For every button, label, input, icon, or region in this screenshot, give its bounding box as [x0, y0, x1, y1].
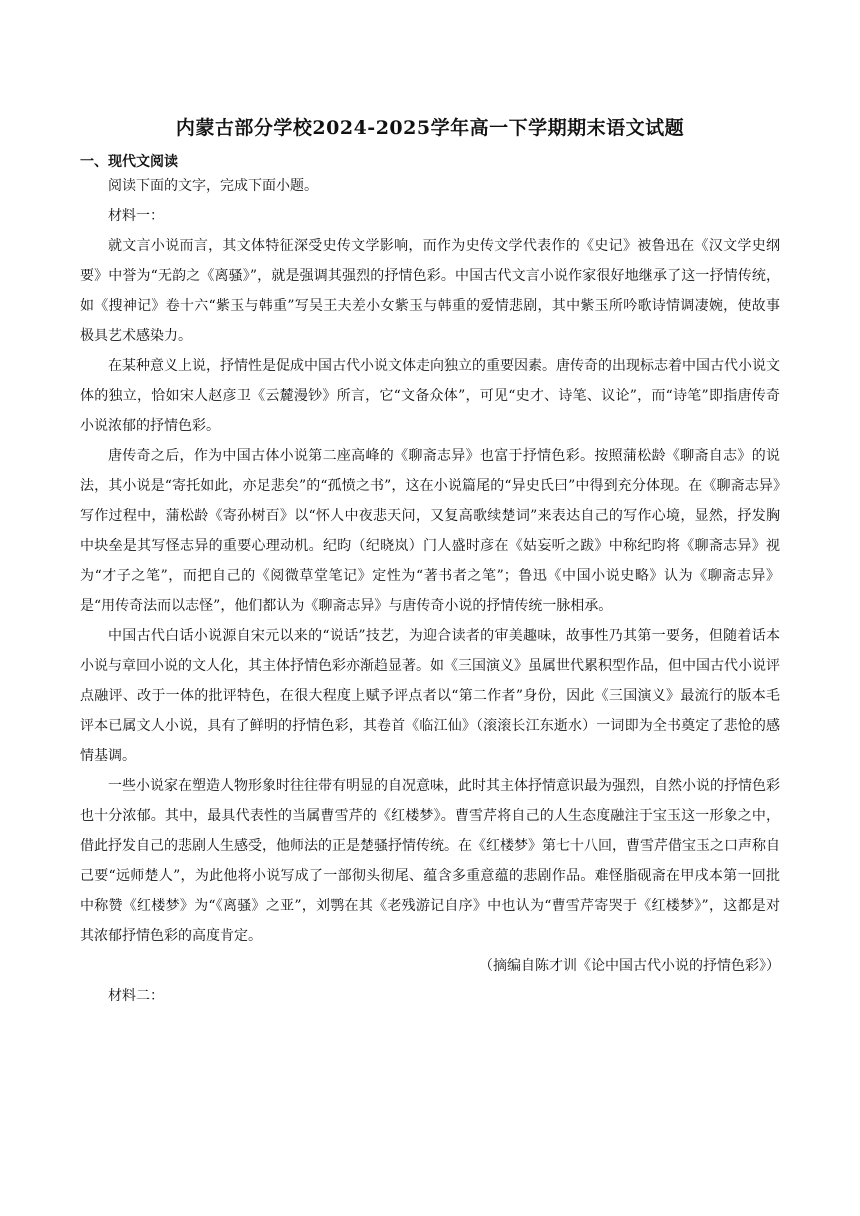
paragraph: 唐传奇之后，作为中国古体小说第二座高峰的《聊斋志异》也富于抒情色彩。按照蒲松龄《聊斋自志》的说法，其小说是“寄托如此，亦足悲矣”的“孤愤之书”，这在小说篇尾的“异史氏曰”中得到充分体现。在《聊斋志异》写作过程中，蒲松龄《寄孙树百》以“怀人中夜悲天问，又复高歌续楚词”来表达自己的写作心境，显然，抒发胸中块垒是其写怪志异的重要心理动机。纪昀（纪晓岚）门人盛时彦在《姑妄听之跋》中称纪昀将《聊斋志异》视为“才子之笔”，而把自己的《阅微草堂笔记》定性为“著书者之笔”；鲁迅《中国小说史略》认为《聊斋志异》是“用传奇法而以志怪”，他们都认为《聊斋志异》与唐传奇小说的抒情传统一脉相承。	[80, 448, 780, 614]
paragraph: 一些小说家在塑造人物形象时往往带有明显的自况意味，此时其主体抒情意识最为强烈，自然小说的抒情色彩也十分浓郁。其中，最具代表性的当属曹雪芹的《红楼梦》。曹雪芹将自己的人生态度融注于宝玉这一形象之中，借此抒发自己的悲剧人生感受，他师法的正是楚骚抒情传统。在《红楼梦》第七十八回，曹雪芹借宝玉之口声称自己要“远师楚人”，为此他将小说写成了一部彻头彻尾、蕴含多重意蕴的悲剧作品。难怪脂砚斋在甲戌本第一回批中称赞《红楼梦》为“《离骚》之亚”，刘鹗在其《老残游记自序》中也认为“曹雪芹寄哭于《红楼梦》”，这都是对其浓郁抒情色彩的高度肯定。	[80, 778, 780, 944]
instruction-text: 阅读下面的文字，完成下面小题。	[108, 178, 318, 194]
paragraph: 就文言小说而言，其文体特征深受史传文学影响，而作为史传文学代表作的《史记》被鲁迅在《汉文学史纲要》中誉为“无韵之《离骚》”，就是强调其强烈的抒情色彩。中国古代文言小说作家很好地继承了这一抒情传统，如《搜神记》卷十六“紫玉与韩重”写吴王夫差小女紫玉与韩重的爱情悲剧，其中紫玉所吟歌诗情调凄婉，使故事极具艺术感染力。	[80, 238, 780, 344]
paragraph: 中国古代白话小说源自宋元以来的“说话”技艺，为迎合读者的审美趣味，故事性乃其第一要务，但随着话本小说与章回小说的文人化，其主体抒情色彩亦渐趋显著。如《三国演义》虽属世代累积型作品，但中国古代小说评点融评、改于一体的批评特色，在很大程度上赋予评点者以“第二作者”身份，因此《三国演义》最流行的版本毛评本已属文人小说，具有了鲜明的抒情色彩，其卷首《临江仙》（滚滚长江东逝水）一词即为全书奠定了悲怆的感情基调。	[80, 628, 780, 764]
source-note: （摘编自陈才训《论中国古代小说的抒情色彩》）	[479, 958, 780, 974]
page-title: 内蒙古部分学校2024-2025学年高一下学期期末语文试题	[175, 117, 685, 139]
paragraph: 在某种意义上说，抒情性是促成中国古代小说文体走向独立的重要因素。唐传奇的出现标志着中国古代小说文体的独立，恰如宋人赵彦卫《云麓漫钞》所言，它“文备众体”，可见“史才、诗笔、议论”，而“诗笔”即指唐传奇小说浓郁的抒情色彩。	[80, 358, 780, 434]
material-two-label: 材料二：	[108, 988, 164, 1004]
section-heading: 一、现代文阅读	[80, 154, 178, 170]
reading-passage	[80, 171, 780, 1011]
material-one-label: 材料一：	[108, 208, 164, 224]
